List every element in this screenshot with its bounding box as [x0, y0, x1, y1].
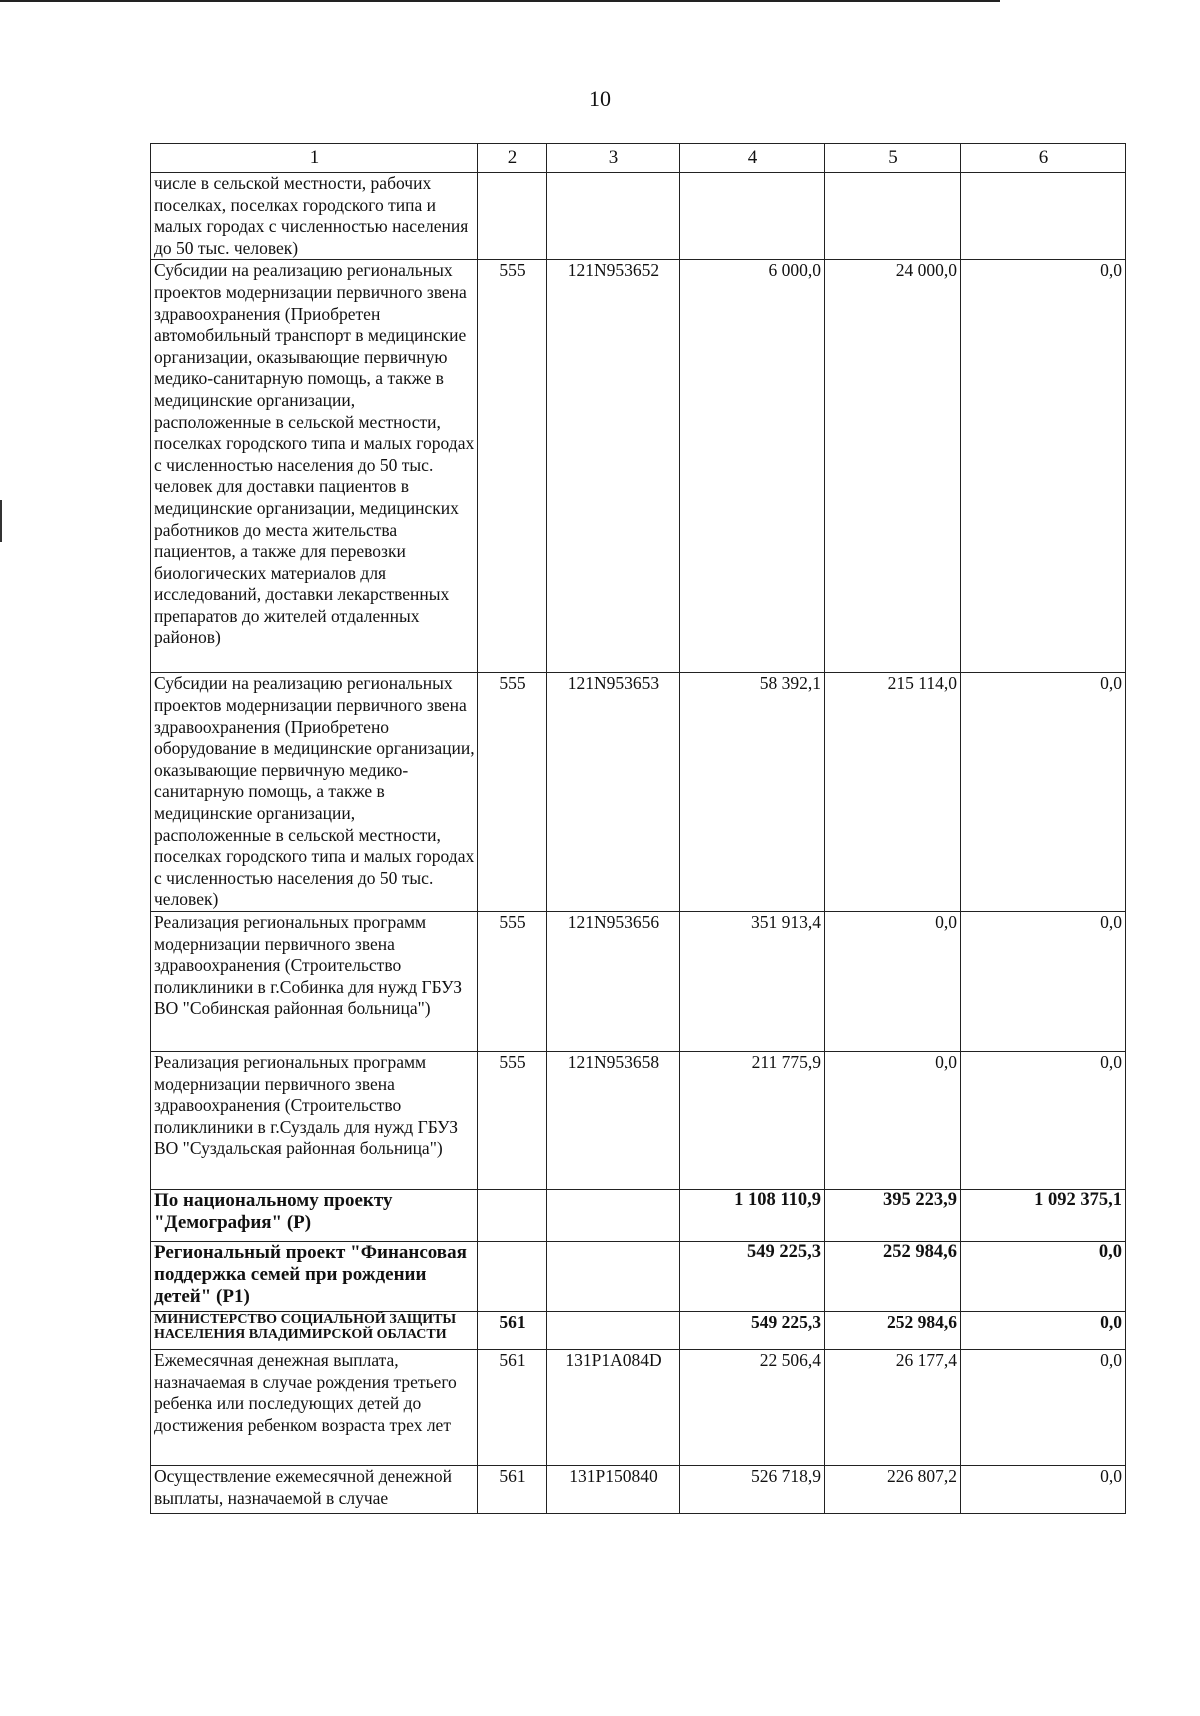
row-csr	[547, 1241, 680, 1311]
row-code: 561	[478, 1465, 547, 1513]
row-value-4: 549 225,3	[680, 1311, 825, 1349]
row-value-4: 6 000,0	[680, 260, 825, 673]
row-name: По национальному проекту "Демография" (Р)	[151, 1189, 478, 1241]
row-name: Субсидии на реализацию региональных проектов модернизации первичного звена здравоохранения (Приобретен автомобильный транспорт в медицинские организации, оказывающие первичную медико-санитарную помощь, а также в медицинские организации, расположенные в сельской местности, поселках городского типа и малых городах с численностью населения до 50 тыс. человек для доставки пациентов в медицинские организации, медицинских работников до места жительства пациентов, а также для перевозки биологических материалов для исследований, доставки лекарственных препаратов до жителей отдаленных районов)	[151, 260, 478, 673]
row-value-5: 215 114,0	[825, 673, 961, 912]
row-value-5: 226 807,2	[825, 1465, 961, 1513]
row-csr: 121N953652	[547, 260, 680, 673]
budget-table	[150, 143, 1126, 1514]
row-code	[478, 1189, 547, 1241]
row-value-6: 0,0	[961, 1349, 1126, 1465]
page-number: 10	[589, 86, 611, 111]
row-code: 561	[478, 1311, 547, 1349]
row-csr: 131P150840	[547, 1465, 680, 1513]
row-code: 561	[478, 1349, 547, 1465]
scan-edge-left	[0, 500, 2, 542]
table-row	[151, 1051, 1126, 1189]
row-csr: 131P1A084D	[547, 1349, 680, 1465]
row-csr: 121N953658	[547, 1051, 680, 1189]
row-value-6: 0,0	[961, 1051, 1126, 1189]
row-name: Реализация региональных программ модернизации первичного звена здравоохранения (Строительство поликлиники в г.Суздаль для нужд ГБУЗ ВО "Суздальская районная больница")	[151, 1051, 478, 1189]
table-row-total	[151, 1189, 1126, 1241]
column-header: 6	[961, 144, 1126, 173]
row-name: числе в сельской местности, рабочих поселках, поселках городского типа и малых городах с численностью населения до 50 тыс. человек)	[151, 173, 478, 260]
row-code	[478, 173, 547, 260]
row-name: Осуществление ежемесячной денежной выплаты, назначаемой в случае	[151, 1465, 478, 1513]
row-name: Региональный проект "Финансовая поддержка семей при рождении детей" (Р1)	[151, 1241, 478, 1311]
table-row	[151, 911, 1126, 1051]
row-code: 555	[478, 673, 547, 912]
column-header: 4	[680, 144, 825, 173]
row-value-5: 24 000,0	[825, 260, 961, 673]
table-row-ministry	[151, 1311, 1126, 1349]
row-value-5: 0,0	[825, 911, 961, 1051]
column-header: 1	[151, 144, 478, 173]
row-value-5: 0,0	[825, 1051, 961, 1189]
table-header-row	[151, 144, 1126, 173]
row-csr: 121N953653	[547, 673, 680, 912]
row-value-4: 1 108 110,9	[680, 1189, 825, 1241]
row-value-5: 252 984,6	[825, 1311, 961, 1349]
row-value-6: 0,0	[961, 911, 1126, 1051]
row-csr	[547, 1189, 680, 1241]
row-value-6: 0,0	[961, 260, 1126, 673]
table-row	[151, 1465, 1126, 1513]
row-value-5: 395 223,9	[825, 1189, 961, 1241]
row-value-4: 526 718,9	[680, 1465, 825, 1513]
row-value-4: 22 506,4	[680, 1349, 825, 1465]
row-value-6: 0,0	[961, 1311, 1126, 1349]
row-value-6: 0,0	[961, 673, 1126, 912]
row-value-6: 0,0	[961, 1241, 1126, 1311]
row-code	[478, 1241, 547, 1311]
row-csr	[547, 173, 680, 260]
row-name: Ежемесячная денежная выплата, назначаемая в случае рождения третьего ребенка или последующих детей до достижения ребенком возраста трех лет	[151, 1349, 478, 1465]
row-csr: 121N953656	[547, 911, 680, 1051]
row-code: 555	[478, 260, 547, 673]
column-header: 2	[478, 144, 547, 173]
row-csr	[547, 1311, 680, 1349]
column-header: 3	[547, 144, 680, 173]
table-row-project	[151, 1241, 1126, 1311]
table-row	[151, 1349, 1126, 1465]
row-value-6	[961, 173, 1126, 260]
row-name: МИНИСТЕРСТВО СОЦИАЛЬНОЙ ЗАЩИТЫ НАСЕЛЕНИЯ ВЛАДИМИРСКОЙ ОБЛАСТИ	[151, 1311, 478, 1349]
row-value-5: 252 984,6	[825, 1241, 961, 1311]
scan-edge-top	[0, 0, 1000, 2]
table-row	[151, 260, 1126, 673]
row-value-5	[825, 173, 961, 260]
row-value-5: 26 177,4	[825, 1349, 961, 1465]
row-name: Реализация региональных программ модернизации первичного звена здравоохранения (Строительство поликлиники в г.Собинка для нужд ГБУЗ ВО "Собинская районная больница")	[151, 911, 478, 1051]
table-row	[151, 173, 1126, 260]
row-value-6: 0,0	[961, 1465, 1126, 1513]
column-header: 5	[825, 144, 961, 173]
row-value-4: 549 225,3	[680, 1241, 825, 1311]
row-code: 555	[478, 911, 547, 1051]
row-value-4: 211 775,9	[680, 1051, 825, 1189]
row-value-4: 58 392,1	[680, 673, 825, 912]
table-row	[151, 673, 1126, 912]
row-value-4	[680, 173, 825, 260]
row-value-4: 351 913,4	[680, 911, 825, 1051]
row-name: Субсидии на реализацию региональных проектов модернизации первичного звена здравоохранения (Приобретено оборудование в медицинские организации, оказывающие первичную медико-санитарную помощь, а также в медицинские организации, расположенные в сельской местности, поселках городского типа и малых городах с численностью населения до 50 тыс. человек)	[151, 673, 478, 912]
row-value-6: 1 092 375,1	[961, 1189, 1126, 1241]
row-code: 555	[478, 1051, 547, 1189]
